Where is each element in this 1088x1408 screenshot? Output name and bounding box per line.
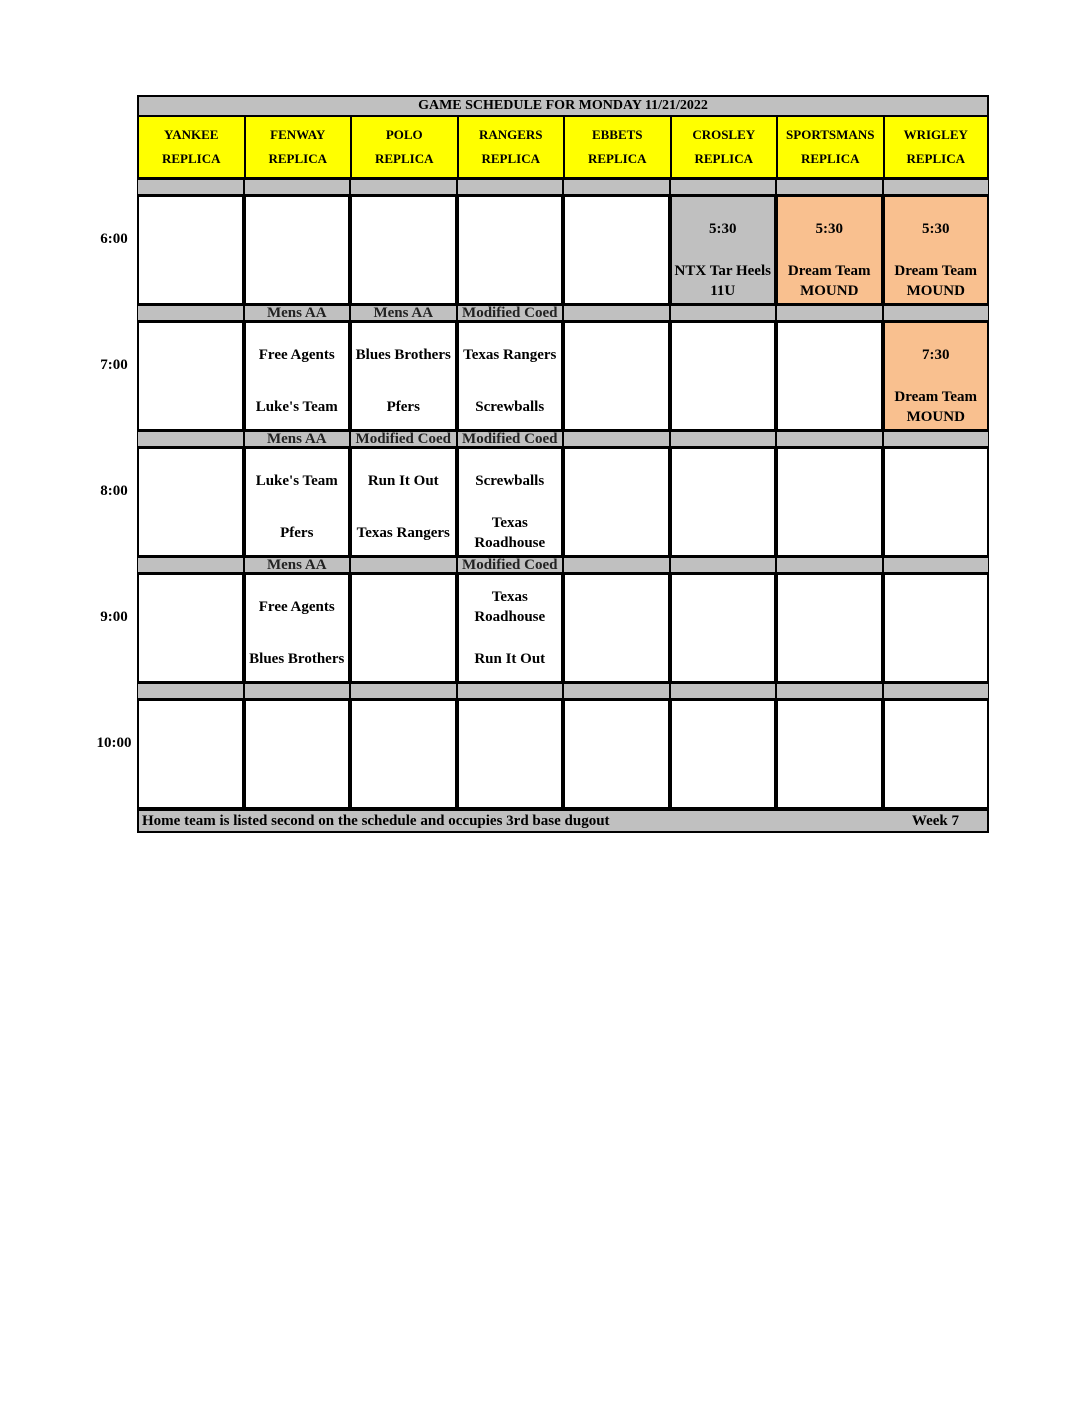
field-header-fenway <box>244 117 351 179</box>
division-label <box>883 179 990 195</box>
field-subtitle: REPLICA <box>800 151 860 166</box>
field-header-yankee <box>137 117 244 179</box>
visitor-team <box>246 209 349 249</box>
visitor-team: 5:30 <box>815 221 843 237</box>
game-cell <box>563 195 670 305</box>
division-row <box>137 683 989 699</box>
game-cell <box>670 699 777 809</box>
division-label <box>670 431 777 447</box>
visitor-team: Run It Out <box>367 473 439 489</box>
visitor-team <box>246 713 349 753</box>
game-cell <box>244 447 351 557</box>
division-label <box>670 557 777 573</box>
time-label: 8:00 <box>100 483 128 499</box>
game-cell <box>883 195 990 305</box>
division-label <box>350 557 457 573</box>
home-team: Luke's Team <box>255 399 338 415</box>
visitor-team <box>565 335 668 375</box>
visitor-team: 5:30 <box>922 221 950 237</box>
visitor-team <box>139 209 242 249</box>
field-header-ebbets <box>563 117 670 179</box>
visitor-team: Texas Roadhouse <box>474 589 546 625</box>
division-label: Modified Coed <box>457 431 564 447</box>
game-cell <box>776 699 883 809</box>
visitor-team <box>352 209 455 249</box>
visitor-team <box>885 461 988 501</box>
game-cell <box>137 573 244 683</box>
game-cell <box>137 195 244 305</box>
division-label <box>137 305 244 321</box>
game-cell <box>457 573 564 683</box>
field-name: WRIGLEY <box>903 127 968 142</box>
home-team <box>459 763 562 807</box>
game-cell <box>137 321 244 431</box>
game-cell <box>776 573 883 683</box>
field-subtitle: REPLICA <box>161 151 221 166</box>
game-cell <box>457 699 564 809</box>
field-name: YANKEE <box>164 127 219 142</box>
division-label <box>563 431 670 447</box>
game-cell <box>457 321 564 431</box>
visitor-team: Free Agents <box>258 347 335 363</box>
game-cell <box>244 699 351 809</box>
home-team <box>672 385 775 429</box>
game-cell <box>563 699 670 809</box>
home-team <box>139 763 242 807</box>
division-row <box>137 179 989 195</box>
division-label <box>670 179 777 195</box>
division-label <box>563 557 670 573</box>
field-header-wrigley <box>883 117 990 179</box>
game-cell <box>350 321 457 431</box>
division-label <box>457 683 564 699</box>
time-label: 7:00 <box>100 357 128 373</box>
home-team <box>139 637 242 681</box>
field-subtitle: REPLICA <box>587 151 647 166</box>
time-label: 9:00 <box>100 609 128 625</box>
division-label <box>137 557 244 573</box>
home-team: Run It Out <box>474 651 546 667</box>
schedule-body <box>137 179 989 809</box>
division-label: Mens AA <box>244 305 351 321</box>
field-subtitle: REPLICA <box>374 151 434 166</box>
game-cell <box>883 573 990 683</box>
home-team <box>565 259 668 303</box>
game-cell <box>670 195 777 305</box>
field-name: SPORTSMANS <box>786 127 875 142</box>
home-team <box>885 511 988 555</box>
division-label: Modified Coed <box>457 305 564 321</box>
division-label <box>137 431 244 447</box>
division-label <box>563 305 670 321</box>
division-label <box>244 683 351 699</box>
division-label: Mens AA <box>350 305 457 321</box>
home-team: Texas Roadhouse <box>474 515 546 551</box>
home-team <box>459 259 562 303</box>
game-cell <box>563 321 670 431</box>
visitor-team <box>672 335 775 375</box>
time-slot-row <box>137 321 989 431</box>
home-team <box>565 511 668 555</box>
game-cell <box>883 447 990 557</box>
time-slot-row <box>137 447 989 557</box>
division-label <box>776 305 883 321</box>
field-name: CROSLEY <box>692 127 756 142</box>
division-label <box>776 683 883 699</box>
home-team <box>672 763 775 807</box>
division-label <box>883 305 990 321</box>
division-label <box>137 683 244 699</box>
game-cell <box>137 699 244 809</box>
time-slot-row <box>137 195 989 305</box>
division-label <box>776 179 883 195</box>
game-cell <box>350 195 457 305</box>
visitor-team <box>672 461 775 501</box>
visitor-team <box>139 713 242 753</box>
division-label <box>670 683 777 699</box>
game-cell <box>883 321 990 431</box>
home-team <box>246 763 349 807</box>
visitor-team: Free Agents <box>258 599 335 615</box>
division-row <box>137 557 989 573</box>
home-team: Pfers <box>280 525 314 541</box>
field-subtitle: REPLICA <box>694 151 753 166</box>
home-team <box>139 385 242 429</box>
time-slot-row <box>137 699 989 809</box>
home-team <box>246 259 349 303</box>
home-team <box>352 763 455 807</box>
game-cell <box>776 195 883 305</box>
visitor-team <box>778 713 881 753</box>
home-team <box>139 511 242 555</box>
home-team: Blues Brothers <box>249 651 345 667</box>
visitor-team <box>565 713 668 753</box>
game-cell <box>137 447 244 557</box>
division-label <box>457 179 564 195</box>
visitor-team <box>885 713 988 753</box>
game-cell <box>563 447 670 557</box>
division-label <box>244 179 351 195</box>
visitor-team <box>459 713 562 753</box>
home-team <box>885 763 988 807</box>
field-subtitle: REPLICA <box>481 151 540 166</box>
visitor-team <box>459 209 562 249</box>
visitor-team <box>778 587 881 627</box>
visitor-team <box>565 209 668 249</box>
division-label <box>776 557 883 573</box>
home-team: Screwballs <box>475 399 545 415</box>
home-team: Pfers <box>386 399 420 415</box>
visitor-team <box>565 587 668 627</box>
division-label <box>350 179 457 195</box>
game-cell <box>350 447 457 557</box>
game-cell <box>670 447 777 557</box>
visitor-team <box>352 587 455 627</box>
field-name: POLO <box>385 127 423 142</box>
game-cell <box>883 699 990 809</box>
visitor-team <box>672 587 775 627</box>
time-label: 6:00 <box>100 231 128 247</box>
game-cell <box>457 447 564 557</box>
home-team <box>565 637 668 681</box>
visitor-team: 5:30 <box>709 221 737 237</box>
division-label: Mens AA <box>244 557 351 573</box>
game-cell <box>457 195 564 305</box>
home-team <box>885 637 988 681</box>
home-team <box>778 385 881 429</box>
visitor-team <box>139 461 242 501</box>
game-cell <box>350 699 457 809</box>
time-label: 10:00 <box>96 735 132 751</box>
home-team <box>352 637 455 681</box>
visitor-team <box>139 335 242 375</box>
visitor-team <box>139 587 242 627</box>
division-label <box>137 179 244 195</box>
game-cell <box>776 447 883 557</box>
home-team <box>778 637 881 681</box>
division-label <box>350 683 457 699</box>
visitor-team: Screwballs <box>475 473 545 489</box>
visitor-team: Blues Brothers <box>355 347 451 363</box>
schedule-table <box>137 95 989 833</box>
home-team: NTX Tar Heels 11U <box>674 263 771 299</box>
field-name: FENWAY <box>270 127 326 142</box>
home-team <box>565 385 668 429</box>
division-label <box>563 179 670 195</box>
home-team: Dream Team MOUND <box>894 389 978 425</box>
home-team: Texas Rangers <box>356 525 450 541</box>
visitor-team <box>672 713 775 753</box>
division-row <box>137 305 989 321</box>
visitor-team <box>565 461 668 501</box>
visitor-team <box>778 335 881 375</box>
field-header-sportsmans <box>776 117 883 179</box>
time-slot-row <box>137 573 989 683</box>
home-team <box>672 637 775 681</box>
visitor-team: Texas Rangers <box>463 347 557 363</box>
home-team: Dream Team MOUND <box>787 263 871 299</box>
field-header-row <box>137 117 989 179</box>
visitor-team <box>352 713 455 753</box>
home-team <box>672 511 775 555</box>
home-team <box>139 259 242 303</box>
field-name: EBBETS <box>591 127 643 142</box>
game-cell <box>244 573 351 683</box>
week-label: Week 7 <box>911 813 959 829</box>
game-cell <box>244 321 351 431</box>
visitor-team <box>778 461 881 501</box>
visitor-team: 7:30 <box>922 347 950 363</box>
footer-note: Home team is listed second on the schedule and occupies 3rd base dugout <box>142 813 610 829</box>
division-label: Modified Coed <box>350 431 457 447</box>
visitor-team: Luke's Team <box>255 473 338 489</box>
field-header-polo <box>350 117 457 179</box>
division-label <box>776 431 883 447</box>
schedule-footer <box>137 809 989 833</box>
game-cell <box>244 195 351 305</box>
division-label <box>883 683 990 699</box>
home-team <box>778 763 881 807</box>
schedule-title: GAME SCHEDULE FOR MONDAY 11/21/2022 <box>137 95 989 117</box>
home-team <box>565 763 668 807</box>
game-cell <box>670 573 777 683</box>
game-cell <box>670 321 777 431</box>
field-header-crosley <box>670 117 777 179</box>
division-label: Modified Coed <box>457 557 564 573</box>
game-cell <box>776 321 883 431</box>
home-team: Dream Team MOUND <box>894 263 978 299</box>
game-cell <box>563 573 670 683</box>
home-team <box>352 259 455 303</box>
field-header-rangers <box>457 117 564 179</box>
division-label <box>883 557 990 573</box>
division-label: Mens AA <box>244 431 351 447</box>
visitor-team <box>885 587 988 627</box>
division-label <box>563 683 670 699</box>
division-row <box>137 431 989 447</box>
game-cell <box>350 573 457 683</box>
home-team <box>778 511 881 555</box>
field-name: RANGERS <box>478 127 543 142</box>
field-subtitle: REPLICA <box>268 151 327 166</box>
division-label <box>883 431 990 447</box>
division-label <box>670 305 777 321</box>
field-subtitle: REPLICA <box>906 151 965 166</box>
